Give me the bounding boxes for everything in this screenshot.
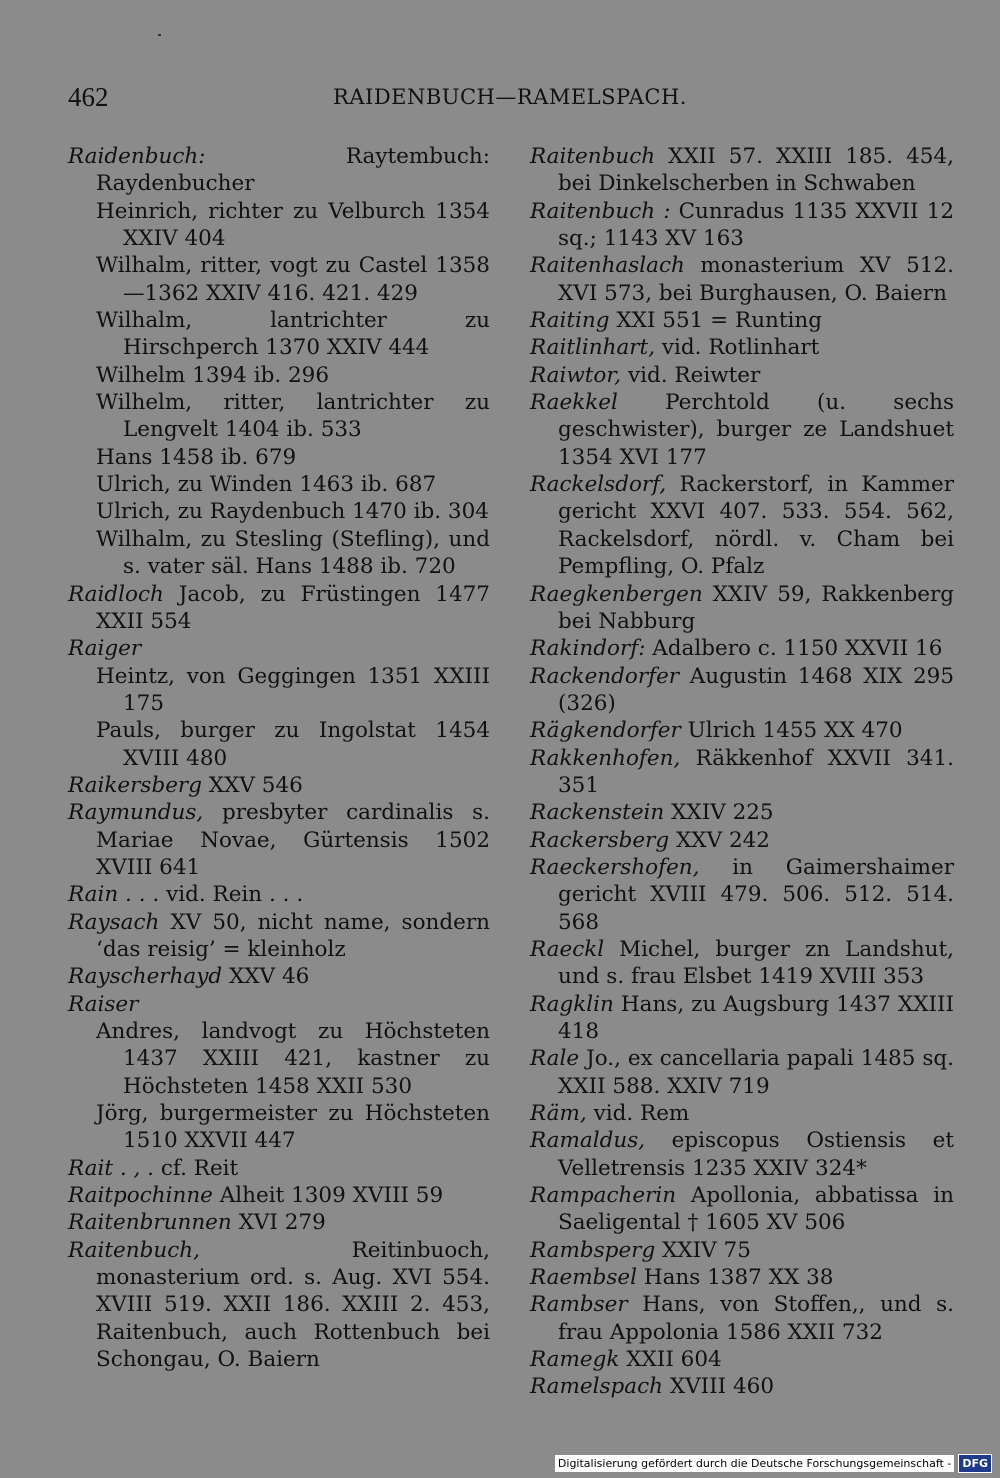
headword: Raysach: [68, 909, 160, 935]
index-entry: [68, 772, 490, 799]
index-entry: [68, 581, 490, 636]
headword: Raitenbuch: [530, 144, 656, 169]
headword: Rackersberg: [530, 827, 670, 853]
scan-speck: [158, 34, 161, 36]
page-header: [68, 82, 952, 122]
index-entry: [68, 1237, 490, 1374]
index-entry: [530, 1045, 954, 1100]
headword: Rayscherhayd: [68, 964, 223, 990]
index-entry: [530, 1100, 954, 1127]
sub-entry: Wilhalm, zu Stesling (Stefling), und s. vater säl. Hans 1488 ib. 720: [96, 526, 490, 580]
entry-text: Hans 1387 XX 38: [637, 1265, 834, 1291]
index-entry: [68, 143, 490, 198]
index-entry: [68, 1182, 490, 1209]
sub-entry: Wilhelm 1394 ib. 296: [96, 362, 330, 388]
headword: Raiwtor,: [530, 362, 622, 388]
entry-text: Räkkenhof XXVII 341. 351: [558, 745, 954, 798]
entry-text: Michel, burger zn Landshut, und s. frau Elsbet 1419 XVIII 353: [558, 936, 954, 990]
entry-text: Hans, von Stoffen,, und s. frau Appolonia 1586 XXII 732: [558, 1292, 954, 1345]
headword: Raitenhaslach: [530, 253, 685, 279]
index-entry: [68, 799, 490, 881]
entry-text: Adalbero c. 1150 XXVII 16: [645, 636, 943, 662]
index-entry: [68, 1209, 490, 1236]
left-column: [68, 143, 490, 1373]
headword: Raitenbuch,: [68, 1237, 200, 1263]
headword: Raitpochinne: [68, 1183, 213, 1209]
headword: Raiser: [68, 991, 139, 1017]
index-entry: [530, 663, 954, 718]
index-entry: [530, 334, 954, 361]
entry-text: XXV 546: [201, 772, 303, 798]
headword: Rakindorf:: [530, 636, 646, 662]
sub-entry: Ulrich, zu Winden 1463 ib. 687: [96, 472, 437, 498]
headword: Rambsperg: [530, 1237, 656, 1263]
index-entry: [530, 143, 954, 198]
index-entry: [68, 963, 490, 990]
entry-text: Jacob, zu Früstingen 1477 XXII 554: [96, 581, 490, 634]
index-entry: [530, 635, 954, 662]
headword: Raidenbuch:: [68, 144, 206, 169]
index-entry: [68, 881, 490, 908]
headword: Raiting: [530, 308, 610, 334]
headword: Rain . . .: [68, 882, 160, 908]
headword: Rambser: [530, 1292, 628, 1318]
index-entry: [530, 581, 954, 636]
entry-text: XXI 551 = Runting: [609, 308, 823, 334]
index-entry: [530, 991, 954, 1046]
index-entry: [530, 1237, 954, 1264]
index-entry: [530, 389, 954, 471]
sub-entry: Jörg, burgermeister zu Höchsteten 1510 XXVII 447: [96, 1101, 490, 1154]
entry-text: monasterium XV 512. XVI 573, bei Burghausen, O. Baiern: [558, 253, 954, 306]
headword: Raitlinhart,: [530, 335, 656, 361]
headword: Rackelsdorf,: [530, 472, 667, 498]
running-head: RAIDENBUCH—RAMELSPACH.: [333, 85, 687, 109]
entry-text: Cunradus 1135 XXVII 12 sq.; 1143 XV 163: [558, 198, 954, 252]
entry-text: XXII 604: [619, 1347, 722, 1373]
entry-text: vid. Rein . . .: [159, 882, 304, 908]
headword: Raitenbuch :: [530, 198, 671, 224]
headword: Raegkenbergen: [530, 581, 703, 607]
sub-entry: Heinrich, richter zu Velburch 1354 XXIV 404: [96, 198, 490, 252]
headword: Raeckl: [530, 936, 605, 962]
index-entry: [530, 252, 954, 307]
index-entry: [530, 799, 954, 826]
index-entry: [530, 717, 954, 744]
entry-text: Hans, zu Augsburg 1437 XXIII 418: [558, 991, 954, 1044]
entry-text: Augustin 1468 XIX 295 (326): [558, 663, 954, 716]
entry-text: Reitinbuoch, monasterium ord. s. Aug. XVI 554. XVIII 519. XXII 186. XXIII 2. 453, Raitenbuch, auch Rottenbuch bei Schongau, O. Baiern: [96, 1237, 490, 1373]
headword: Rackendorfer: [530, 663, 680, 689]
entry-text: Raytembuch: Raydenbucher: [96, 144, 490, 197]
entry-text: vid. Reiwter: [621, 362, 761, 388]
entry-text: in Gaimershaimer gericht XVIII 479. 506. 512. 514. 568: [558, 854, 954, 935]
index-entry: [530, 471, 954, 580]
sub-entry: Ulrich, zu Raydenbuch 1470 ib. 304: [96, 499, 489, 525]
page-number: 462: [68, 82, 109, 112]
entry-text: cf. Reit: [154, 1155, 239, 1181]
right-column: [530, 143, 954, 1401]
index-entry: [68, 991, 490, 1018]
sub-entry: Andres, landvogt zu Höchsteten 1437 XXIII 421, kastner zu Höchsteten 1458 XXII 530: [96, 1019, 490, 1099]
entry-text: XVI 279: [231, 1210, 326, 1236]
headword: Raitenbrunnen: [68, 1210, 232, 1236]
entry-text: episcopus Ostiensis et Velletrensis 1235 XXIV 324*: [558, 1128, 954, 1181]
headword: Raekkel: [530, 390, 618, 416]
entry-text: Jo., ex cancellaria papali 1485 sq. XXII 588. XXIV 719: [558, 1046, 954, 1099]
headword: Raembsel: [530, 1265, 638, 1291]
headword: Ramaldus,: [530, 1128, 646, 1154]
index-entry: [530, 1291, 954, 1346]
entry-text: XV 50, nicht name, sondern ‘das reisig’ = kleinholz: [96, 909, 490, 962]
entry-text: Ulrich 1455 XX 470: [680, 718, 903, 744]
index-entry: [530, 1373, 954, 1400]
index-entry: [530, 1127, 954, 1182]
headword: Rakkenhofen,: [530, 745, 681, 771]
headword: Raiger: [68, 636, 142, 662]
sub-entry: Wilhelm, ritter, lantrichter zu Lengvelt 1404 ib. 533: [96, 390, 490, 443]
entry-text: XXII 57. XXIII 185. 454, bei Dinkelscherben in Schwaben: [558, 144, 954, 197]
sub-entry: Hans 1458 ib. 679: [96, 444, 297, 470]
headword: Rägkendorfer: [530, 718, 681, 744]
headword: Ragklin: [530, 991, 614, 1017]
index-entry: [530, 362, 954, 389]
index-entry: [530, 307, 954, 334]
index-entry: [68, 635, 490, 662]
entry-text: XXIV 75: [655, 1237, 751, 1263]
dfg-logo: DFG: [958, 1454, 992, 1473]
headword: Rackenstein: [530, 800, 665, 826]
entry-text: Alheit 1309 XVIII 59: [212, 1183, 444, 1209]
headword: Rait . , .: [68, 1155, 155, 1181]
headword: Rale: [530, 1046, 580, 1072]
headword: Raikersberg: [68, 772, 202, 798]
entry-text: Apollonia, abbatissa in Saeligental † 1605 XV 506: [558, 1183, 954, 1236]
entry-text: Perchtold (u. sechs geschwister), burger ze Landshuet 1354 XVI 177: [558, 390, 954, 470]
entry-text: XXV 242: [669, 827, 770, 853]
index-entry: [530, 745, 954, 800]
entry-text: XVIII 460: [663, 1374, 775, 1400]
headword: Rampacherin: [530, 1183, 677, 1209]
headword: Raymundus,: [68, 800, 204, 826]
headword: Ramelspach: [530, 1374, 663, 1400]
sub-entry: Wilhalm, lantrichter zu Hirschperch 1370 XXIV 444: [96, 308, 490, 361]
footer: [555, 1452, 992, 1474]
index-entry: [530, 1346, 954, 1373]
footer-text: Digitalisierung gefördert durch die Deutsche Forschungsgemeinschaft -: [555, 1455, 954, 1472]
index-entry: [530, 936, 954, 991]
entry-text: XXIV 59, Rakkenberg bei Nabburg: [558, 581, 954, 634]
index-entry: [530, 854, 954, 936]
entry-text: XXIV 225: [664, 800, 774, 826]
index-entry: [530, 1264, 954, 1291]
index-entry: [530, 1182, 954, 1237]
index-entry: [530, 827, 954, 854]
entry-text: Rackerstorf, in Kammer gericht XXVI 407. 533. 554. 562, Rackelsdorf, nördl. v. Cham bei Pempfling, O. Pfalz: [558, 472, 954, 580]
sub-entry: Heintz, von Geggingen 1351 XXIII 175: [96, 663, 490, 716]
sub-entry: Pauls, burger zu Ingolstat 1454 XVIII 480: [96, 718, 490, 771]
sub-entry: Wilhalm, ritter, vogt zu Castel 1358—1362 XXIV 416. 421. 429: [96, 253, 490, 306]
index-entry: [530, 198, 954, 253]
headword: Raeckershofen,: [530, 854, 700, 880]
entry-text: presbyter cardinalis s. Mariae Novae, Gürtensis 1502 XVIII 641: [96, 800, 490, 880]
headword: Raidloch: [68, 581, 164, 607]
headword: Räm,: [530, 1101, 587, 1127]
entry-text: vid. Rotlinhart: [655, 335, 820, 361]
entry-text: vid. Rem: [586, 1101, 690, 1127]
index-entry: [68, 1155, 490, 1182]
headword: Ramegk: [530, 1347, 620, 1373]
index-entry: [68, 909, 490, 964]
entry-text: XXV 46: [222, 964, 310, 990]
